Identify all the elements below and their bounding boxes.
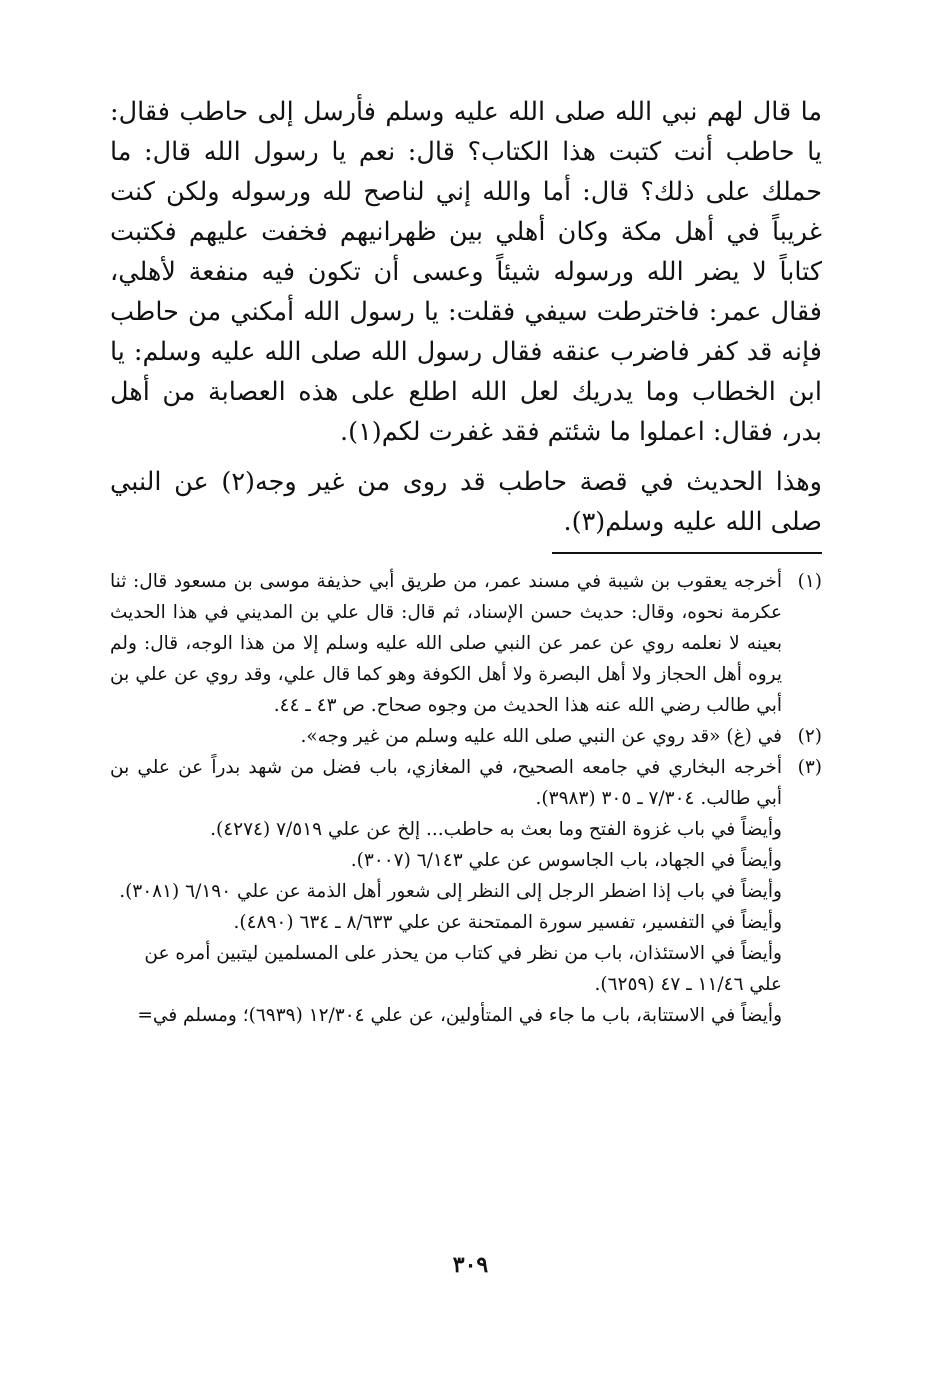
- main-paragraph-1: ما قال لهم نبي الله صلى الله عليه وسلم فأرسل إلى حاطب فقال: يا حاطب أنت كتبت هذا الكتاب؟ قال: نعم يا رسول الله قال: ما حملك على ذلك؟ قال: أما والله إني لناصح لله ورسوله ولكن كنت غريباً في أهل مكة وكان أهلي بين ظهرانيهم فخفت عليهم فكتبت كتاباً لا يضر الله ورسوله شيئاً وعسى أن تكون فيه منفعة لأهلي، فقال عمر: فاخترطت سيفي فقلت: يا رسول الله أمكني من حاطب فإنه قد كفر فاضرب عنقه فقال رسول الله صلى الله عليه وسلم: يا ابن الخطاب وما يدريك لعل الله اطلع على هذه العصابة من أهل بدر، فقال: اعملوا ما شئتم فقد غفرت لكم(١).: [110, 97, 822, 447]
- footnote-3-continuation: وأيضاً في الجهاد، باب الجاسوس عن علي ٦/١٤٣ (٣٠٠٧).: [350, 850, 782, 871]
- footnote-3-continuation: وأيضاً في الاستتابة، باب ما جاء في المتأولين، عن علي ١٢/٣٠٤ (٦٩٣٩)؛ ومسلم في=: [137, 1005, 782, 1026]
- footnote-2: [110, 721, 822, 752]
- footnote-3: [110, 752, 822, 814]
- footnote-text: في (غ) «قد روي عن النبي صلى الله عليه وسلم من غير وجه».: [300, 726, 782, 747]
- footnote-3-continuation: وأيضاً في باب إذا اضطر الرجل إلى النظر إلى شعور أهل الذمة عن علي ٦/١٩٠ (٣٠٨١).: [119, 881, 782, 902]
- footnote-text: أخرجه البخاري في جامعه الصحيح، في المغازي، باب فضل من شهد بدراً عن علي بن أبي طالب. ٧/٣٠٤ ـ ٣٠٥ (٣٩٨٣).: [110, 757, 782, 809]
- footnote-text: أخرجه يعقوب بن شيبة في مسند عمر، من طريق أبي حذيفة موسى بن مسعود قال: ثنا عكرمة نحوه، وقال: حديث حسن الإسناد، ثم قال: قال علي بن المديني في هذا الحديث بعينه لا نعلمه روي عن عمر عن النبي صلى الله عليه وسلم إلا من هذا الوجه، قال: ولم يروه أهل الحجاز ولا أهل البصرة ولا أهل الكوفة وهو كما قال علي، وقد روي عن علي بن أبي طالب رضي الله عنه هذا الحديث من وجوه صحاح. ص ٤٣ ـ ٤٤.: [110, 571, 782, 716]
- main-text: [110, 92, 822, 542]
- footnote-3-continuation: وأيضاً في باب غزوة الفتح وما بعث به حاطب... إلخ عن علي ٧/٥١٩ (٤٢٧٤).: [210, 819, 782, 840]
- footnotes: [110, 566, 822, 1031]
- footnote-3-continuation: وأيضاً في التفسير، تفسير سورة الممتحنة عن علي ٨/٦٣٣ ـ ٦٣٤ (٤٨٩٠).: [233, 912, 782, 933]
- footnote-number: (١): [797, 571, 822, 592]
- page-body: [110, 92, 822, 1031]
- footnote-number: (٣): [797, 757, 822, 778]
- footnote-number: (٢): [797, 726, 822, 747]
- page-number: ٣٠٩: [452, 1252, 489, 1278]
- footnote-1: [110, 566, 822, 721]
- main-paragraph-2: وهذا الحديث في قصة حاطب قد روى من غير وجه(٢) عن النبي صلى الله عليه وسلم(٣).: [110, 467, 822, 537]
- footnote-3-continuation: وأيضاً في الاستئذان، باب من نظر في كتاب من يحذر على المسلمين ليتبين أمره عن علي ١١/٤٦ ـ ٤٧ (٦٢٥٩).: [144, 943, 782, 995]
- footnote-separator: [552, 552, 822, 554]
